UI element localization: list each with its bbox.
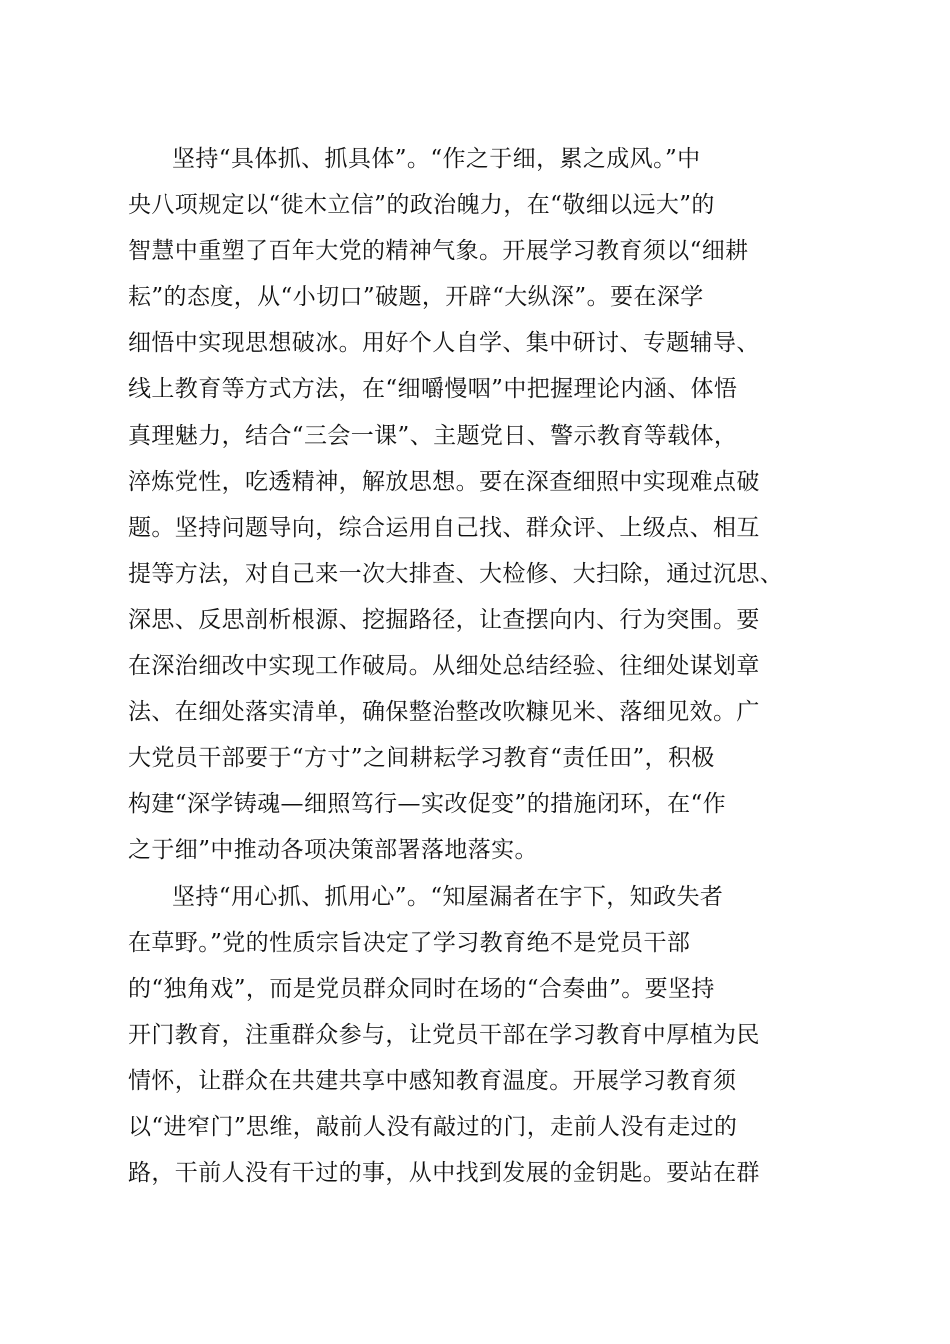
paragraph-2 xyxy=(128,874,838,1197)
text-line: 情怀，让群众在共建共享中感知教育温度。开展学习教育须 xyxy=(128,1067,737,1094)
text-line: 真理魅力，结合“三会一课”、主题党日、警示教育等载体， xyxy=(128,422,738,449)
document-body xyxy=(128,136,838,1196)
text-line: 在草野。”党的性质宗旨决定了学习教育绝不是党员干部 xyxy=(128,929,691,956)
text-line: 淬炼党性，吃透精神，解放思想。要在深查细照中实现难点破 xyxy=(128,468,760,495)
text-line: 细悟中实现思想破冰。用好个人自学、集中研讨、专题辅导、 xyxy=(128,330,760,357)
text-line: 智慧中重塑了百年大党的精神气象。开展学习教育须以“细耕 xyxy=(128,238,749,265)
text-line: 路，干前人没有干过的事，从中找到发展的金钥匙。要站在群 xyxy=(128,1160,760,1187)
text-line: 提等方法，对自己来一次大排查、大检修、大扫除，通过沉思、 xyxy=(128,560,784,587)
text-line: 深思、反思剖析根源、挖掘路径，让查摆向内、行为突围。要 xyxy=(128,606,760,633)
text-line: 大党员干部要于“方寸”之间耕耘学习教育“责任田”，积极 xyxy=(128,745,715,772)
text-line: 以“进窄门”思维，敲前人没有敲过的门，走前人没有走过的 xyxy=(128,1113,738,1140)
text-line: 构建“深学铸魂—细照笃行—实改促变”的措施闭环，在“作 xyxy=(128,791,727,818)
text-line: 坚持“用心抓、抓用心”。“知屋漏者在宇下，知政失者 xyxy=(172,883,724,910)
text-line: 央八项规定以“徙木立信”的政治魄力，在“敬细以远大”的 xyxy=(128,192,715,219)
text-line: 开门教育，注重群众参与，让党员干部在学习教育中厚植为民 xyxy=(128,1021,760,1048)
text-line: 在深治细改中实现工作破局。从细处总结经验、往细处谋划章 xyxy=(128,653,760,680)
text-line: 线上教育等方式方法，在“细嚼慢咽”中把握理论内涵、体悟 xyxy=(128,376,738,403)
text-line: 之于细”中推动各项决策部署落地落实。 xyxy=(128,837,538,864)
paragraph-1 xyxy=(128,136,838,874)
text-line: 耘”的态度，从“小切口”破题，开辟“大纵深”。要在深学 xyxy=(128,284,704,311)
text-line: 的“独角戏”，而是党员群众同时在场的“合奏曲”。要坚持 xyxy=(128,975,715,1002)
text-line: 坚持“具体抓、抓具体”。“作之于细，累之成风。”中 xyxy=(172,146,701,172)
text-line: 法、在细处落实清单，确保整治整改吹糠见米、落细见效。广 xyxy=(128,699,760,726)
text-line: 题。坚持问题导向，综合运用自己找、群众评、上级点、相互 xyxy=(128,514,760,541)
